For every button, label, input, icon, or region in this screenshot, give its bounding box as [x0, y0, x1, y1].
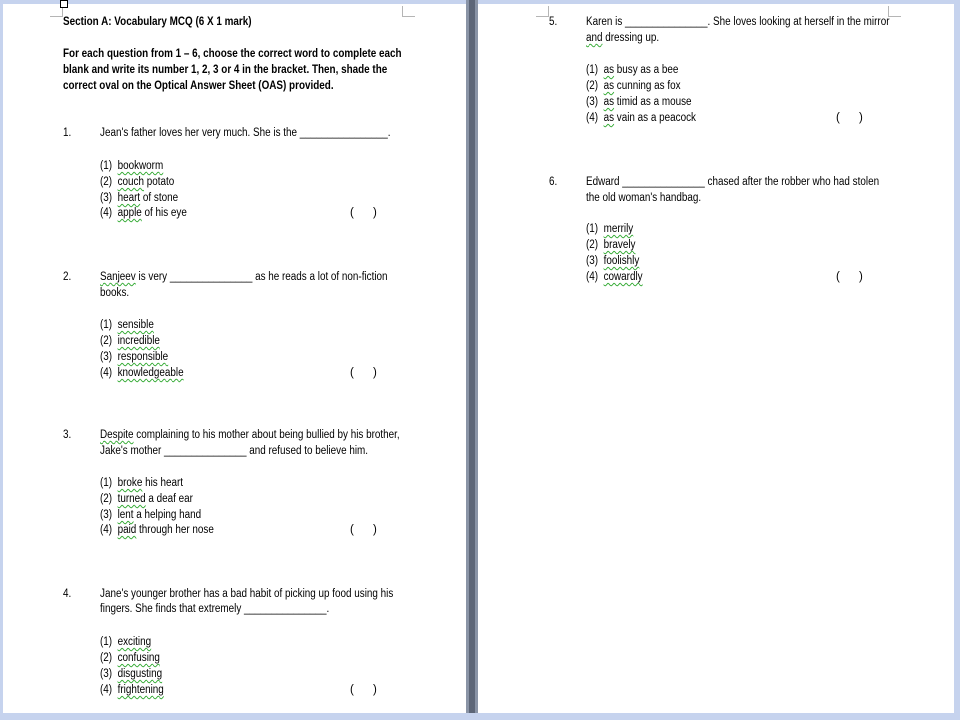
answer-option: [586, 222, 633, 236]
option-word: disgusting: [117, 668, 163, 680]
selection-handle[interactable]: [60, 0, 68, 8]
option-word: lent: [117, 509, 134, 521]
option-word: paid: [117, 524, 137, 536]
option-number: (4): [100, 207, 113, 219]
question-number: 6.: [549, 176, 558, 188]
option-number: (4): [100, 367, 113, 379]
answer-bracket[interactable]: ( ): [350, 524, 377, 536]
option-text: potato: [143, 176, 175, 188]
option-word: as: [603, 64, 615, 76]
option-word: knowledgeable: [117, 367, 184, 379]
answer-option: [100, 651, 160, 665]
option-number: (4): [100, 684, 113, 696]
answer-bracket[interactable]: ( ): [350, 684, 377, 696]
question-number: 1.: [63, 127, 72, 139]
option-number: (1): [100, 636, 113, 648]
crop-mark: [402, 6, 415, 17]
option-number: (4): [586, 271, 599, 283]
answer-bracket[interactable]: ( ): [350, 207, 377, 219]
instruction-line: blank and write its number 1, 2, 3 or 4 in the bracket. Then, shade the: [63, 64, 388, 76]
stem-text: complaining to his mother about being bullied by his brother,: [133, 429, 400, 441]
answer-option: [100, 334, 160, 348]
status-bar-edge: [0, 713, 960, 720]
question-number: 5.: [549, 16, 558, 28]
answer-option: [100, 683, 164, 697]
option-text: timid as a mouse: [614, 96, 692, 108]
option-number: (3): [100, 509, 113, 521]
answer-option: [586, 63, 678, 77]
answer-option: [100, 366, 184, 380]
question-stem: fingers. She finds that extremely _______________.: [100, 603, 330, 615]
answer-option: [100, 523, 214, 537]
question-stem: [100, 428, 400, 442]
question-stem: the old woman's handbag.: [586, 192, 702, 204]
question-stem: Karen is _______________. She loves looking at herself in the mirror: [586, 16, 890, 28]
option-text: his heart: [142, 477, 184, 489]
option-word: turned: [117, 493, 146, 505]
option-text: of his eye: [141, 207, 187, 219]
option-number: (1): [586, 223, 599, 235]
question-stem: books.: [100, 287, 130, 299]
option-number: (3): [586, 96, 599, 108]
option-word: as: [603, 80, 615, 92]
option-number: (3): [100, 192, 113, 204]
option-number: (2): [586, 80, 599, 92]
question-stem: Jake's mother _______________ and refused to believe him.: [100, 445, 369, 457]
option-number: (1): [100, 160, 113, 172]
question-stem: Edward _______________ chased after the robber who had stolen: [586, 176, 880, 188]
option-number: (2): [586, 239, 599, 251]
option-word: as: [603, 96, 615, 108]
option-number: (1): [100, 319, 113, 331]
question-stem: Jean's father loves her very much. She is the ________________.: [100, 127, 391, 139]
document-page-right[interactable]: [478, 4, 954, 713]
option-text: busy as a bee: [614, 64, 679, 76]
answer-bracket[interactable]: ( ): [836, 112, 863, 124]
question-stem: [100, 270, 388, 284]
question-stem: [586, 31, 659, 45]
answer-option: [100, 350, 168, 364]
option-text: a helping hand: [133, 509, 202, 521]
answer-option: [100, 476, 183, 490]
option-number: (2): [100, 652, 113, 664]
answer-option: [586, 79, 681, 93]
answer-option: [100, 191, 178, 205]
option-text: cunning as fox: [614, 80, 681, 92]
option-word: as: [603, 112, 615, 124]
answer-option: [100, 175, 174, 189]
answer-option: [586, 111, 696, 125]
instruction-line: correct oval on the Optical Answer Sheet (OAS) provided.: [63, 80, 334, 92]
option-number: (2): [100, 335, 113, 347]
option-word: cowardly: [603, 271, 643, 283]
option-word: incredible: [117, 335, 160, 347]
option-number: (2): [100, 493, 113, 505]
answer-option: [100, 492, 193, 506]
option-text: vain as a peacock: [614, 112, 696, 124]
flagged-word: and: [586, 32, 603, 44]
option-number: (3): [100, 668, 113, 680]
answer-option: [100, 318, 154, 332]
option-word: frightening: [117, 684, 164, 696]
option-number: (2): [100, 176, 113, 188]
option-word: merrily: [603, 223, 634, 235]
option-word: apple: [117, 207, 142, 219]
option-word: foolishly: [603, 255, 640, 267]
option-word: bookworm: [117, 160, 164, 172]
right-window-edge: [954, 0, 960, 720]
question-number: 2.: [63, 271, 72, 283]
option-text: a deaf ear: [145, 493, 193, 505]
answer-bracket[interactable]: ( ): [836, 271, 863, 283]
answer-option: [100, 508, 201, 522]
answer-option: [586, 95, 692, 109]
option-text: of stone: [140, 192, 179, 204]
option-word: confusing: [117, 652, 160, 664]
option-word: responsible: [117, 351, 169, 363]
option-number: (3): [586, 255, 599, 267]
option-word: exciting: [117, 636, 152, 648]
option-word: couch: [117, 176, 144, 188]
flagged-word: Despite: [100, 429, 134, 441]
option-word: broke: [117, 477, 143, 489]
question-number: 4.: [63, 588, 72, 600]
crop-mark: [536, 6, 549, 17]
instruction-line: For each question from 1 – 6, choose the correct word to complete each: [63, 48, 402, 60]
answer-option: [100, 635, 151, 649]
option-word: bravely: [603, 239, 636, 251]
answer-option: [586, 254, 639, 268]
option-word: sensible: [117, 319, 154, 331]
option-number: (1): [586, 64, 599, 76]
option-number: (3): [100, 351, 113, 363]
answer-option: [100, 206, 187, 220]
option-word: heart: [117, 192, 141, 204]
answer-option: [100, 667, 162, 681]
answer-option: [100, 159, 163, 173]
stem-text: is very _______________ as he reads a lot of non-fiction: [135, 271, 388, 283]
answer-option: [586, 238, 635, 252]
section-title: Section A: Vocabulary MCQ (6 X 1 mark): [63, 16, 252, 28]
question-number: 3.: [63, 429, 72, 441]
option-number: (4): [586, 112, 599, 124]
flagged-word: Sanjeev: [100, 271, 136, 283]
page-gutter-shadow: [469, 0, 475, 720]
option-text: through her nose: [136, 524, 214, 536]
option-number: (1): [100, 477, 113, 489]
option-number: (4): [100, 524, 113, 536]
crop-mark: [888, 6, 901, 17]
answer-bracket[interactable]: ( ): [350, 367, 377, 379]
stem-text: dressing up.: [602, 32, 660, 44]
answer-option: [586, 270, 643, 284]
question-stem: Jane's younger brother has a bad habit of picking up food using his: [100, 588, 394, 600]
